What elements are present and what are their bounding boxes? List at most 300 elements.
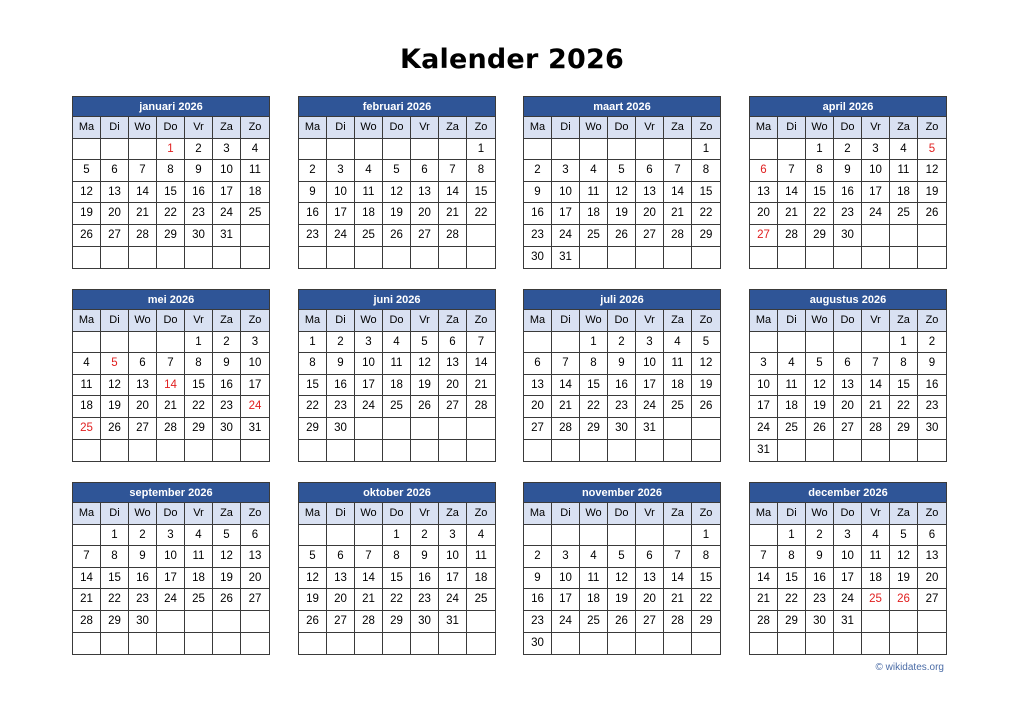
day-cell: 11	[467, 546, 495, 568]
day-cell: 23	[524, 611, 552, 633]
day-cell: 28	[664, 611, 692, 633]
day-cell: 19	[101, 396, 129, 418]
empty-day-cell	[692, 418, 720, 440]
day-cell: 16	[608, 375, 636, 397]
day-cell: 19	[692, 375, 720, 397]
day-cell: 17	[241, 375, 269, 397]
empty-day-cell	[411, 418, 439, 440]
empty-day-cell	[73, 139, 101, 161]
empty-day-cell	[778, 247, 806, 269]
day-cell: 9	[524, 182, 552, 204]
day-cell: 19	[890, 568, 918, 590]
month-calendar	[523, 482, 721, 655]
weekday-header: Zo	[467, 117, 495, 139]
day-cell: 12	[101, 375, 129, 397]
empty-day-cell	[608, 139, 636, 161]
day-cell: 5	[73, 160, 101, 182]
day-cell: 26	[608, 225, 636, 247]
day-cell: 21	[129, 203, 157, 225]
day-cell: 4	[355, 160, 383, 182]
empty-day-cell	[524, 332, 552, 354]
day-cell: 18	[580, 203, 608, 225]
day-cell: 23	[918, 396, 946, 418]
month-calendar	[749, 96, 947, 269]
empty-day-cell	[213, 633, 241, 655]
empty-day-cell	[73, 332, 101, 354]
day-cell: 31	[213, 225, 241, 247]
day-cell: 26	[383, 225, 411, 247]
month-day-grid	[524, 310, 720, 461]
weekday-header: Vr	[636, 310, 664, 332]
empty-day-cell	[890, 225, 918, 247]
month-calendar	[523, 96, 721, 269]
empty-day-cell	[834, 633, 862, 655]
empty-day-cell	[862, 225, 890, 247]
day-cell: 28	[467, 396, 495, 418]
day-cell: 7	[664, 546, 692, 568]
empty-day-cell	[918, 247, 946, 269]
day-cell: 26	[608, 611, 636, 633]
month-day-grid	[299, 503, 495, 654]
empty-day-cell	[157, 611, 185, 633]
empty-day-cell	[750, 139, 778, 161]
day-cell: 3	[636, 332, 664, 354]
empty-day-cell	[918, 633, 946, 655]
empty-day-cell	[213, 247, 241, 269]
day-cell: 22	[467, 203, 495, 225]
weekday-header: Vr	[636, 117, 664, 139]
empty-day-cell	[692, 247, 720, 269]
month-day-grid	[73, 310, 269, 461]
day-cell: 17	[552, 203, 580, 225]
day-cell: 10	[355, 353, 383, 375]
weekday-header: Ma	[524, 117, 552, 139]
empty-day-cell	[552, 332, 580, 354]
empty-day-cell	[552, 525, 580, 547]
day-cell: 25	[185, 589, 213, 611]
day-cell: 8	[185, 353, 213, 375]
day-cell: 10	[862, 160, 890, 182]
weekday-header: Do	[157, 117, 185, 139]
day-cell: 16	[524, 203, 552, 225]
weekday-header: Vr	[185, 503, 213, 525]
empty-day-cell	[834, 247, 862, 269]
day-cell: 1	[806, 139, 834, 161]
day-cell: 10	[327, 182, 355, 204]
day-cell: 26	[692, 396, 720, 418]
day-cell: 11	[778, 375, 806, 397]
weekday-header: Do	[383, 310, 411, 332]
day-cell: 15	[185, 375, 213, 397]
weekday-header: Za	[439, 503, 467, 525]
empty-day-cell	[73, 440, 101, 462]
page-title: Kalender 2026	[399, 44, 625, 75]
day-cell: 5	[101, 353, 129, 375]
day-cell: 10	[750, 375, 778, 397]
day-cell: 24	[157, 589, 185, 611]
day-cell: 31	[750, 440, 778, 462]
day-cell: 13	[327, 568, 355, 590]
weekday-header: Ma	[299, 117, 327, 139]
empty-day-cell	[636, 139, 664, 161]
day-cell: 11	[185, 546, 213, 568]
day-cell: 27	[750, 225, 778, 247]
weekday-header: Wo	[129, 310, 157, 332]
day-cell: 29	[692, 225, 720, 247]
day-cell: 28	[750, 611, 778, 633]
day-cell: 6	[101, 160, 129, 182]
day-cell: 5	[213, 525, 241, 547]
day-cell: 26	[213, 589, 241, 611]
weekday-header: Do	[834, 503, 862, 525]
day-cell: 13	[439, 353, 467, 375]
day-cell: 4	[580, 160, 608, 182]
empty-day-cell	[439, 139, 467, 161]
day-cell: 1	[692, 139, 720, 161]
day-cell: 3	[355, 332, 383, 354]
day-cell: 29	[101, 611, 129, 633]
day-cell: 28	[355, 611, 383, 633]
day-cell: 12	[299, 568, 327, 590]
empty-day-cell	[636, 247, 664, 269]
empty-day-cell	[327, 139, 355, 161]
empty-day-cell	[327, 633, 355, 655]
month-title: december 2026	[750, 483, 946, 503]
weekday-header: Do	[608, 503, 636, 525]
day-cell: 23	[806, 589, 834, 611]
empty-day-cell	[73, 525, 101, 547]
weekday-header: Za	[213, 503, 241, 525]
day-cell: 12	[608, 182, 636, 204]
day-cell: 23	[185, 203, 213, 225]
month-day-grid	[524, 503, 720, 654]
month-title: februari 2026	[299, 97, 495, 117]
empty-day-cell	[101, 139, 129, 161]
day-cell: 9	[129, 546, 157, 568]
empty-day-cell	[692, 633, 720, 655]
empty-day-cell	[101, 440, 129, 462]
day-cell: 20	[834, 396, 862, 418]
day-cell: 1	[101, 525, 129, 547]
empty-day-cell	[299, 440, 327, 462]
day-cell: 22	[692, 589, 720, 611]
day-cell: 12	[918, 160, 946, 182]
empty-day-cell	[101, 633, 129, 655]
day-cell: 12	[608, 568, 636, 590]
empty-day-cell	[327, 525, 355, 547]
day-cell: 25	[862, 589, 890, 611]
weekday-header: Vr	[411, 117, 439, 139]
day-cell: 28	[439, 225, 467, 247]
day-cell: 13	[524, 375, 552, 397]
day-cell: 18	[580, 589, 608, 611]
day-cell: 7	[467, 332, 495, 354]
empty-day-cell	[467, 611, 495, 633]
empty-day-cell	[778, 440, 806, 462]
empty-day-cell	[552, 633, 580, 655]
day-cell: 28	[552, 418, 580, 440]
day-cell: 23	[608, 396, 636, 418]
day-cell: 5	[383, 160, 411, 182]
day-cell: 16	[129, 568, 157, 590]
day-cell: 22	[890, 396, 918, 418]
day-cell: 22	[383, 589, 411, 611]
day-cell: 13	[834, 375, 862, 397]
day-cell: 23	[213, 396, 241, 418]
empty-day-cell	[411, 139, 439, 161]
day-cell: 29	[185, 418, 213, 440]
empty-day-cell	[524, 525, 552, 547]
weekday-header: Do	[834, 310, 862, 332]
empty-day-cell	[552, 440, 580, 462]
weekday-header: Vr	[636, 503, 664, 525]
day-cell: 3	[157, 525, 185, 547]
day-cell: 31	[636, 418, 664, 440]
day-cell: 2	[524, 160, 552, 182]
empty-day-cell	[608, 633, 636, 655]
day-cell: 21	[750, 589, 778, 611]
day-cell: 6	[524, 353, 552, 375]
day-cell: 2	[213, 332, 241, 354]
day-cell: 14	[157, 375, 185, 397]
weekday-header: Ma	[73, 117, 101, 139]
empty-day-cell	[524, 139, 552, 161]
day-cell: 1	[185, 332, 213, 354]
day-cell: 30	[918, 418, 946, 440]
day-cell: 3	[552, 160, 580, 182]
day-cell: 8	[806, 160, 834, 182]
day-cell: 5	[890, 525, 918, 547]
empty-day-cell	[580, 247, 608, 269]
day-cell: 13	[411, 182, 439, 204]
day-cell: 27	[411, 225, 439, 247]
day-cell: 13	[101, 182, 129, 204]
day-cell: 16	[834, 182, 862, 204]
empty-day-cell	[355, 247, 383, 269]
weekday-header: Vr	[411, 503, 439, 525]
day-cell: 20	[750, 203, 778, 225]
day-cell: 25	[383, 396, 411, 418]
day-cell: 2	[524, 546, 552, 568]
day-cell: 15	[101, 568, 129, 590]
day-cell: 29	[157, 225, 185, 247]
month-title: januari 2026	[73, 97, 269, 117]
weekday-header: Ma	[299, 503, 327, 525]
day-cell: 11	[664, 353, 692, 375]
weekday-header: Di	[778, 310, 806, 332]
weekday-header: Wo	[355, 503, 383, 525]
empty-day-cell	[806, 332, 834, 354]
weekday-header: Wo	[355, 117, 383, 139]
day-cell: 9	[834, 160, 862, 182]
day-cell: 7	[355, 546, 383, 568]
weekday-header: Di	[101, 503, 129, 525]
day-cell: 26	[411, 396, 439, 418]
month-title: maart 2026	[524, 97, 720, 117]
day-cell: 3	[439, 525, 467, 547]
day-cell: 19	[918, 182, 946, 204]
weekday-header: Ma	[299, 310, 327, 332]
empty-day-cell	[524, 440, 552, 462]
day-cell: 14	[664, 182, 692, 204]
day-cell: 10	[213, 160, 241, 182]
day-cell: 25	[241, 203, 269, 225]
day-cell: 8	[692, 546, 720, 568]
day-cell: 20	[101, 203, 129, 225]
day-cell: 19	[608, 589, 636, 611]
day-cell: 7	[157, 353, 185, 375]
day-cell: 11	[580, 568, 608, 590]
day-cell: 6	[129, 353, 157, 375]
day-cell: 16	[213, 375, 241, 397]
day-cell: 18	[73, 396, 101, 418]
day-cell: 20	[241, 568, 269, 590]
empty-day-cell	[918, 225, 946, 247]
day-cell: 4	[383, 332, 411, 354]
empty-day-cell	[101, 332, 129, 354]
day-cell: 26	[299, 611, 327, 633]
empty-day-cell	[580, 440, 608, 462]
footer-credit: © wikidates.org	[875, 662, 944, 673]
weekday-header: Do	[157, 503, 185, 525]
day-cell: 3	[552, 546, 580, 568]
empty-day-cell	[327, 440, 355, 462]
day-cell: 10	[241, 353, 269, 375]
month-calendar	[298, 482, 496, 655]
empty-day-cell	[636, 440, 664, 462]
day-cell: 30	[129, 611, 157, 633]
day-cell: 18	[778, 396, 806, 418]
empty-day-cell	[467, 440, 495, 462]
day-cell: 28	[157, 418, 185, 440]
day-cell: 9	[918, 353, 946, 375]
day-cell: 21	[862, 396, 890, 418]
weekday-header: Wo	[129, 117, 157, 139]
weekday-header: Ma	[73, 310, 101, 332]
empty-day-cell	[552, 139, 580, 161]
day-cell: 22	[101, 589, 129, 611]
day-cell: 1	[890, 332, 918, 354]
weekday-header: Ma	[750, 310, 778, 332]
day-cell: 4	[890, 139, 918, 161]
day-cell: 29	[692, 611, 720, 633]
day-cell: 28	[129, 225, 157, 247]
day-cell: 21	[552, 396, 580, 418]
day-cell: 2	[806, 525, 834, 547]
day-cell: 1	[299, 332, 327, 354]
day-cell: 5	[692, 332, 720, 354]
empty-day-cell	[411, 633, 439, 655]
month-title: mei 2026	[73, 290, 269, 310]
empty-day-cell	[355, 525, 383, 547]
day-cell: 1	[467, 139, 495, 161]
empty-day-cell	[750, 525, 778, 547]
weekday-header: Do	[608, 310, 636, 332]
empty-day-cell	[664, 525, 692, 547]
weekday-header: Za	[664, 310, 692, 332]
weekday-header: Wo	[806, 310, 834, 332]
weekday-header: Ma	[73, 503, 101, 525]
weekday-header: Za	[439, 310, 467, 332]
month-day-grid	[750, 503, 946, 654]
day-cell: 29	[299, 418, 327, 440]
empty-day-cell	[664, 418, 692, 440]
month-day-grid	[750, 117, 946, 268]
day-cell: 2	[185, 139, 213, 161]
day-cell: 2	[299, 160, 327, 182]
month-title: juli 2026	[524, 290, 720, 310]
day-cell: 20	[411, 203, 439, 225]
day-cell: 29	[890, 418, 918, 440]
day-cell: 22	[580, 396, 608, 418]
weekday-header: Wo	[355, 310, 383, 332]
day-cell: 27	[636, 225, 664, 247]
day-cell: 9	[608, 353, 636, 375]
weekday-header: Di	[327, 117, 355, 139]
day-cell: 6	[918, 525, 946, 547]
day-cell: 2	[327, 332, 355, 354]
day-cell: 30	[524, 633, 552, 655]
day-cell: 12	[806, 375, 834, 397]
day-cell: 6	[241, 525, 269, 547]
day-cell: 23	[834, 203, 862, 225]
day-cell: 23	[129, 589, 157, 611]
day-cell: 20	[636, 203, 664, 225]
day-cell: 8	[580, 353, 608, 375]
day-cell: 25	[580, 611, 608, 633]
day-cell: 20	[636, 589, 664, 611]
empty-day-cell	[636, 633, 664, 655]
day-cell: 26	[73, 225, 101, 247]
day-cell: 19	[213, 568, 241, 590]
weekday-header: Za	[213, 310, 241, 332]
day-cell: 17	[834, 568, 862, 590]
day-cell: 29	[806, 225, 834, 247]
day-cell: 24	[636, 396, 664, 418]
day-cell: 14	[862, 375, 890, 397]
day-cell: 27	[327, 611, 355, 633]
day-cell: 17	[439, 568, 467, 590]
day-cell: 9	[299, 182, 327, 204]
weekday-header: Za	[664, 503, 692, 525]
empty-day-cell	[327, 247, 355, 269]
day-cell: 26	[806, 418, 834, 440]
day-cell: 17	[327, 203, 355, 225]
empty-day-cell	[383, 633, 411, 655]
day-cell: 12	[383, 182, 411, 204]
day-cell: 19	[411, 375, 439, 397]
day-cell: 17	[862, 182, 890, 204]
empty-day-cell	[580, 139, 608, 161]
weekday-header: Wo	[806, 117, 834, 139]
day-cell: 25	[73, 418, 101, 440]
day-cell: 4	[580, 546, 608, 568]
month-day-grid	[73, 117, 269, 268]
weekday-header: Di	[552, 117, 580, 139]
day-cell: 8	[383, 546, 411, 568]
empty-day-cell	[157, 440, 185, 462]
weekday-header: Za	[890, 117, 918, 139]
empty-day-cell	[918, 611, 946, 633]
empty-day-cell	[157, 633, 185, 655]
day-cell: 12	[890, 546, 918, 568]
weekday-header: Di	[778, 503, 806, 525]
month-day-grid	[299, 117, 495, 268]
day-cell: 22	[299, 396, 327, 418]
weekday-header: Ma	[524, 503, 552, 525]
day-cell: 27	[439, 396, 467, 418]
weekday-header: Wo	[580, 117, 608, 139]
